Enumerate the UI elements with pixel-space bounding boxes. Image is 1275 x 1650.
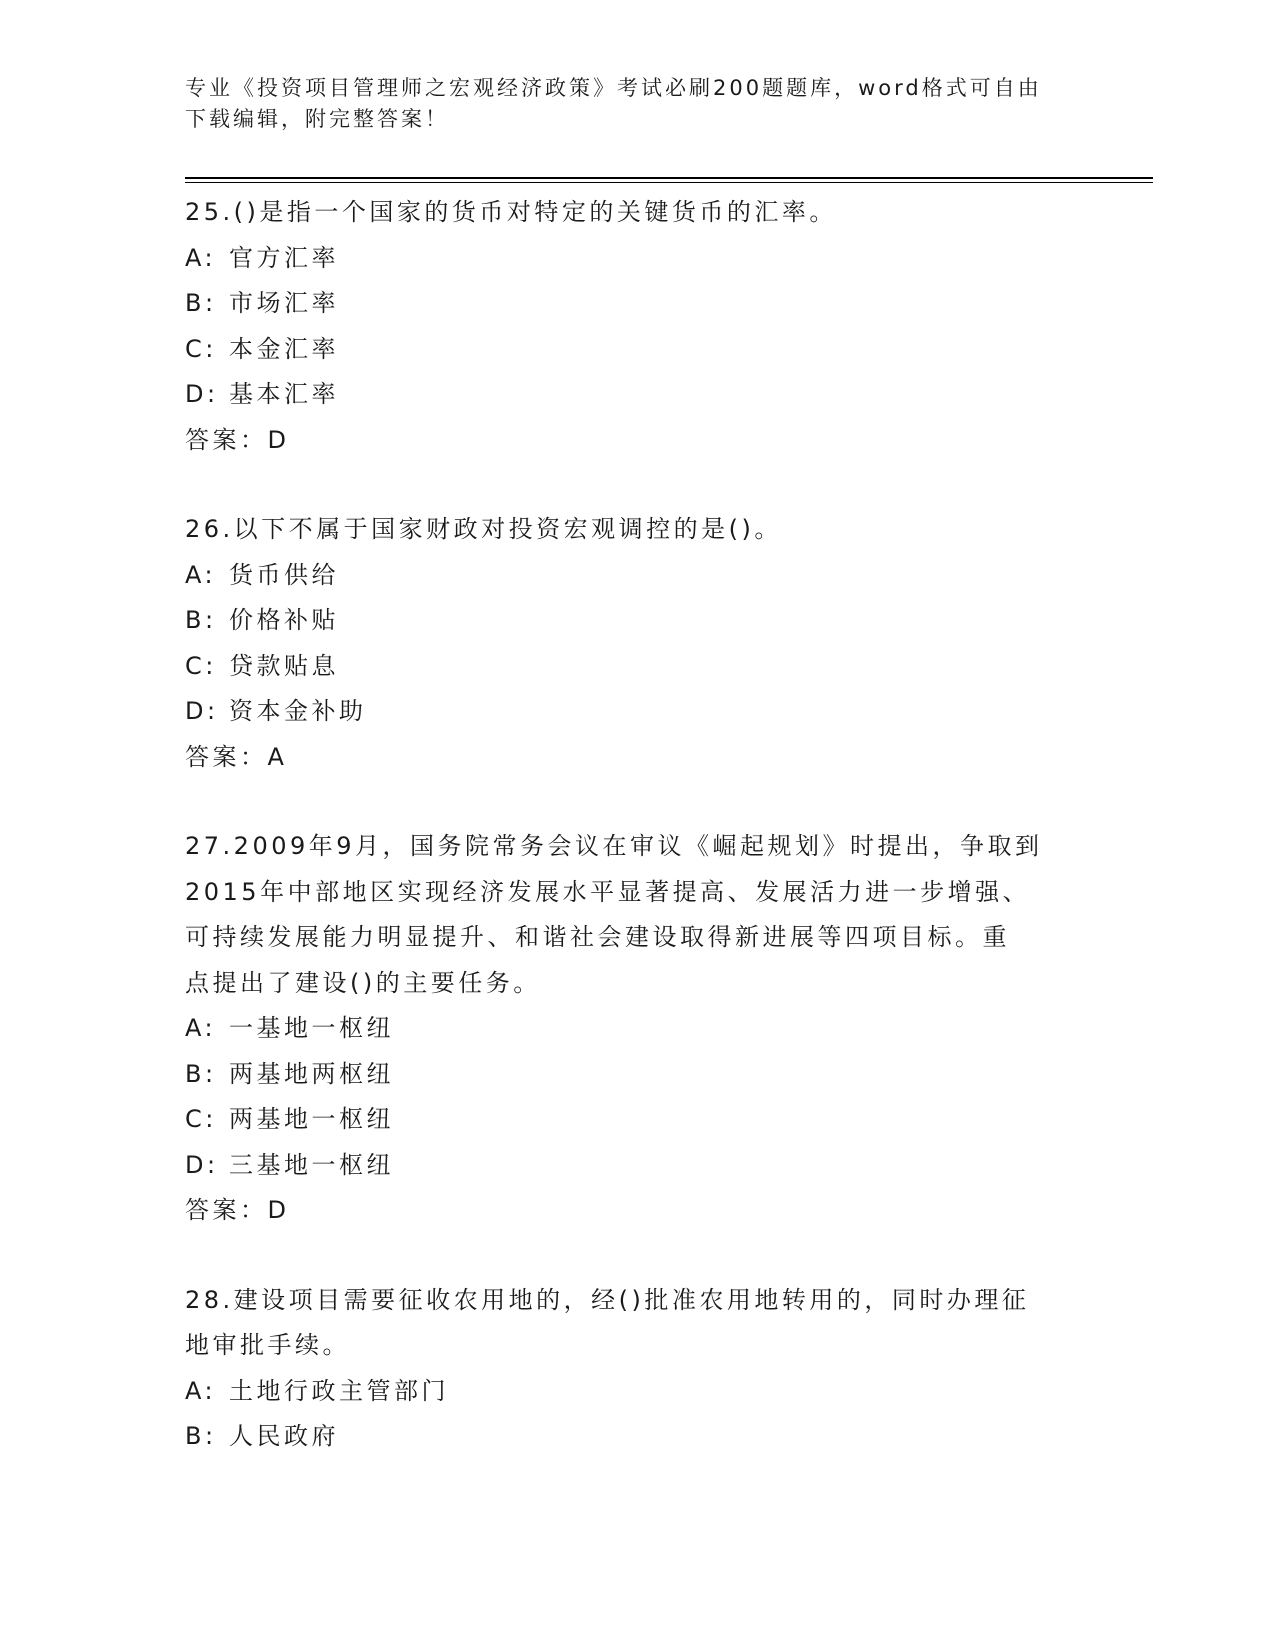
option-c: [185, 1097, 1085, 1143]
option-text: 市场汇率: [229, 289, 339, 317]
option-d: [185, 1143, 1085, 1189]
option-text: 两基地一枢纽: [229, 1105, 394, 1133]
option-text: 贷款贴息: [229, 651, 339, 680]
option-letter: B:: [185, 1059, 217, 1088]
option-text: 价格补贴: [229, 606, 339, 634]
option-text: 两基地两枢纽: [229, 1059, 394, 1088]
header-line-1: 专业《投资项目管理师之宏观经济政策》考试必刷200题题库，word格式可自由: [185, 76, 1042, 100]
option-a: [185, 236, 1085, 282]
option-b: [185, 1052, 1085, 1098]
header-line-2: 下载编辑，附完整答案！: [185, 107, 449, 131]
option-a: [185, 1369, 1085, 1415]
option-c: [185, 644, 1085, 690]
option-text: 货币供给: [229, 560, 339, 589]
question-28: [185, 1278, 1085, 1460]
option-c: [185, 327, 1085, 373]
question-text-line-2: 2015年中部地区实现经济发展水平显著提高、发展活力进一步增强、: [185, 877, 1031, 906]
option-letter: C:: [185, 651, 217, 680]
option-text: 官方汇率: [229, 243, 339, 272]
question-text: 25.()是指一个国家的货币对特定的关键货币的汇率。: [185, 198, 837, 226]
question-26: [185, 507, 1085, 780]
question-text-line-1: 28.建设项目需要征收农用地的，经()批准农用地转用的，同时办理征: [185, 1285, 1030, 1314]
option-letter: A:: [185, 1376, 217, 1405]
option-b: [185, 281, 1085, 327]
answer-line: 答案：D: [185, 1196, 290, 1224]
question-text-line-2: 地审批手续。: [185, 1331, 350, 1359]
option-letter: C:: [185, 334, 217, 363]
question-list: [185, 190, 1085, 1504]
option-letter: A:: [185, 243, 217, 272]
option-text: 三基地一枢纽: [229, 1150, 394, 1179]
question-text-line-3: 可持续发展能力明显提升、和谐社会建设取得新进展等四项目标。重: [185, 923, 1010, 951]
question-text-line-4: 点提出了建设()的主要任务。: [185, 968, 541, 997]
question-text-line-1: 27.2009年9月，国务院常务会议在审议《崛起规划》时提出，争取到: [185, 832, 1043, 860]
option-letter: D:: [185, 697, 219, 725]
answer-line: 答案：A: [185, 742, 288, 771]
question-27: [185, 824, 1085, 1234]
option-text: 资本金补助: [229, 697, 367, 725]
question-text: 26.以下不属于国家财政对投资宏观调控的是()。: [185, 515, 782, 543]
option-b: [185, 1414, 1085, 1460]
question-25: [185, 190, 1085, 463]
option-text: 人民政府: [229, 1422, 339, 1450]
option-letter: B:: [185, 289, 217, 317]
answer-line: 答案：D: [185, 425, 290, 454]
document-header: [185, 73, 1075, 135]
header-divider-thin: [185, 182, 1153, 183]
option-text: 基本汇率: [229, 380, 339, 408]
option-b: [185, 598, 1085, 644]
option-letter: C:: [185, 1105, 217, 1133]
option-text: 一基地一枢纽: [229, 1014, 394, 1042]
option-text: 本金汇率: [229, 334, 339, 363]
option-letter: B:: [185, 1422, 217, 1450]
option-d: [185, 689, 1085, 735]
option-letter: B:: [185, 606, 217, 634]
option-text: 土地行政主管部门: [229, 1376, 449, 1405]
option-d: [185, 372, 1085, 418]
option-a: [185, 553, 1085, 599]
option-letter: D:: [185, 1150, 219, 1179]
option-letter: D:: [185, 380, 219, 408]
header-divider-thick: [185, 177, 1153, 179]
option-letter: A:: [185, 560, 217, 589]
option-letter: A:: [185, 1014, 217, 1042]
option-a: [185, 1006, 1085, 1052]
